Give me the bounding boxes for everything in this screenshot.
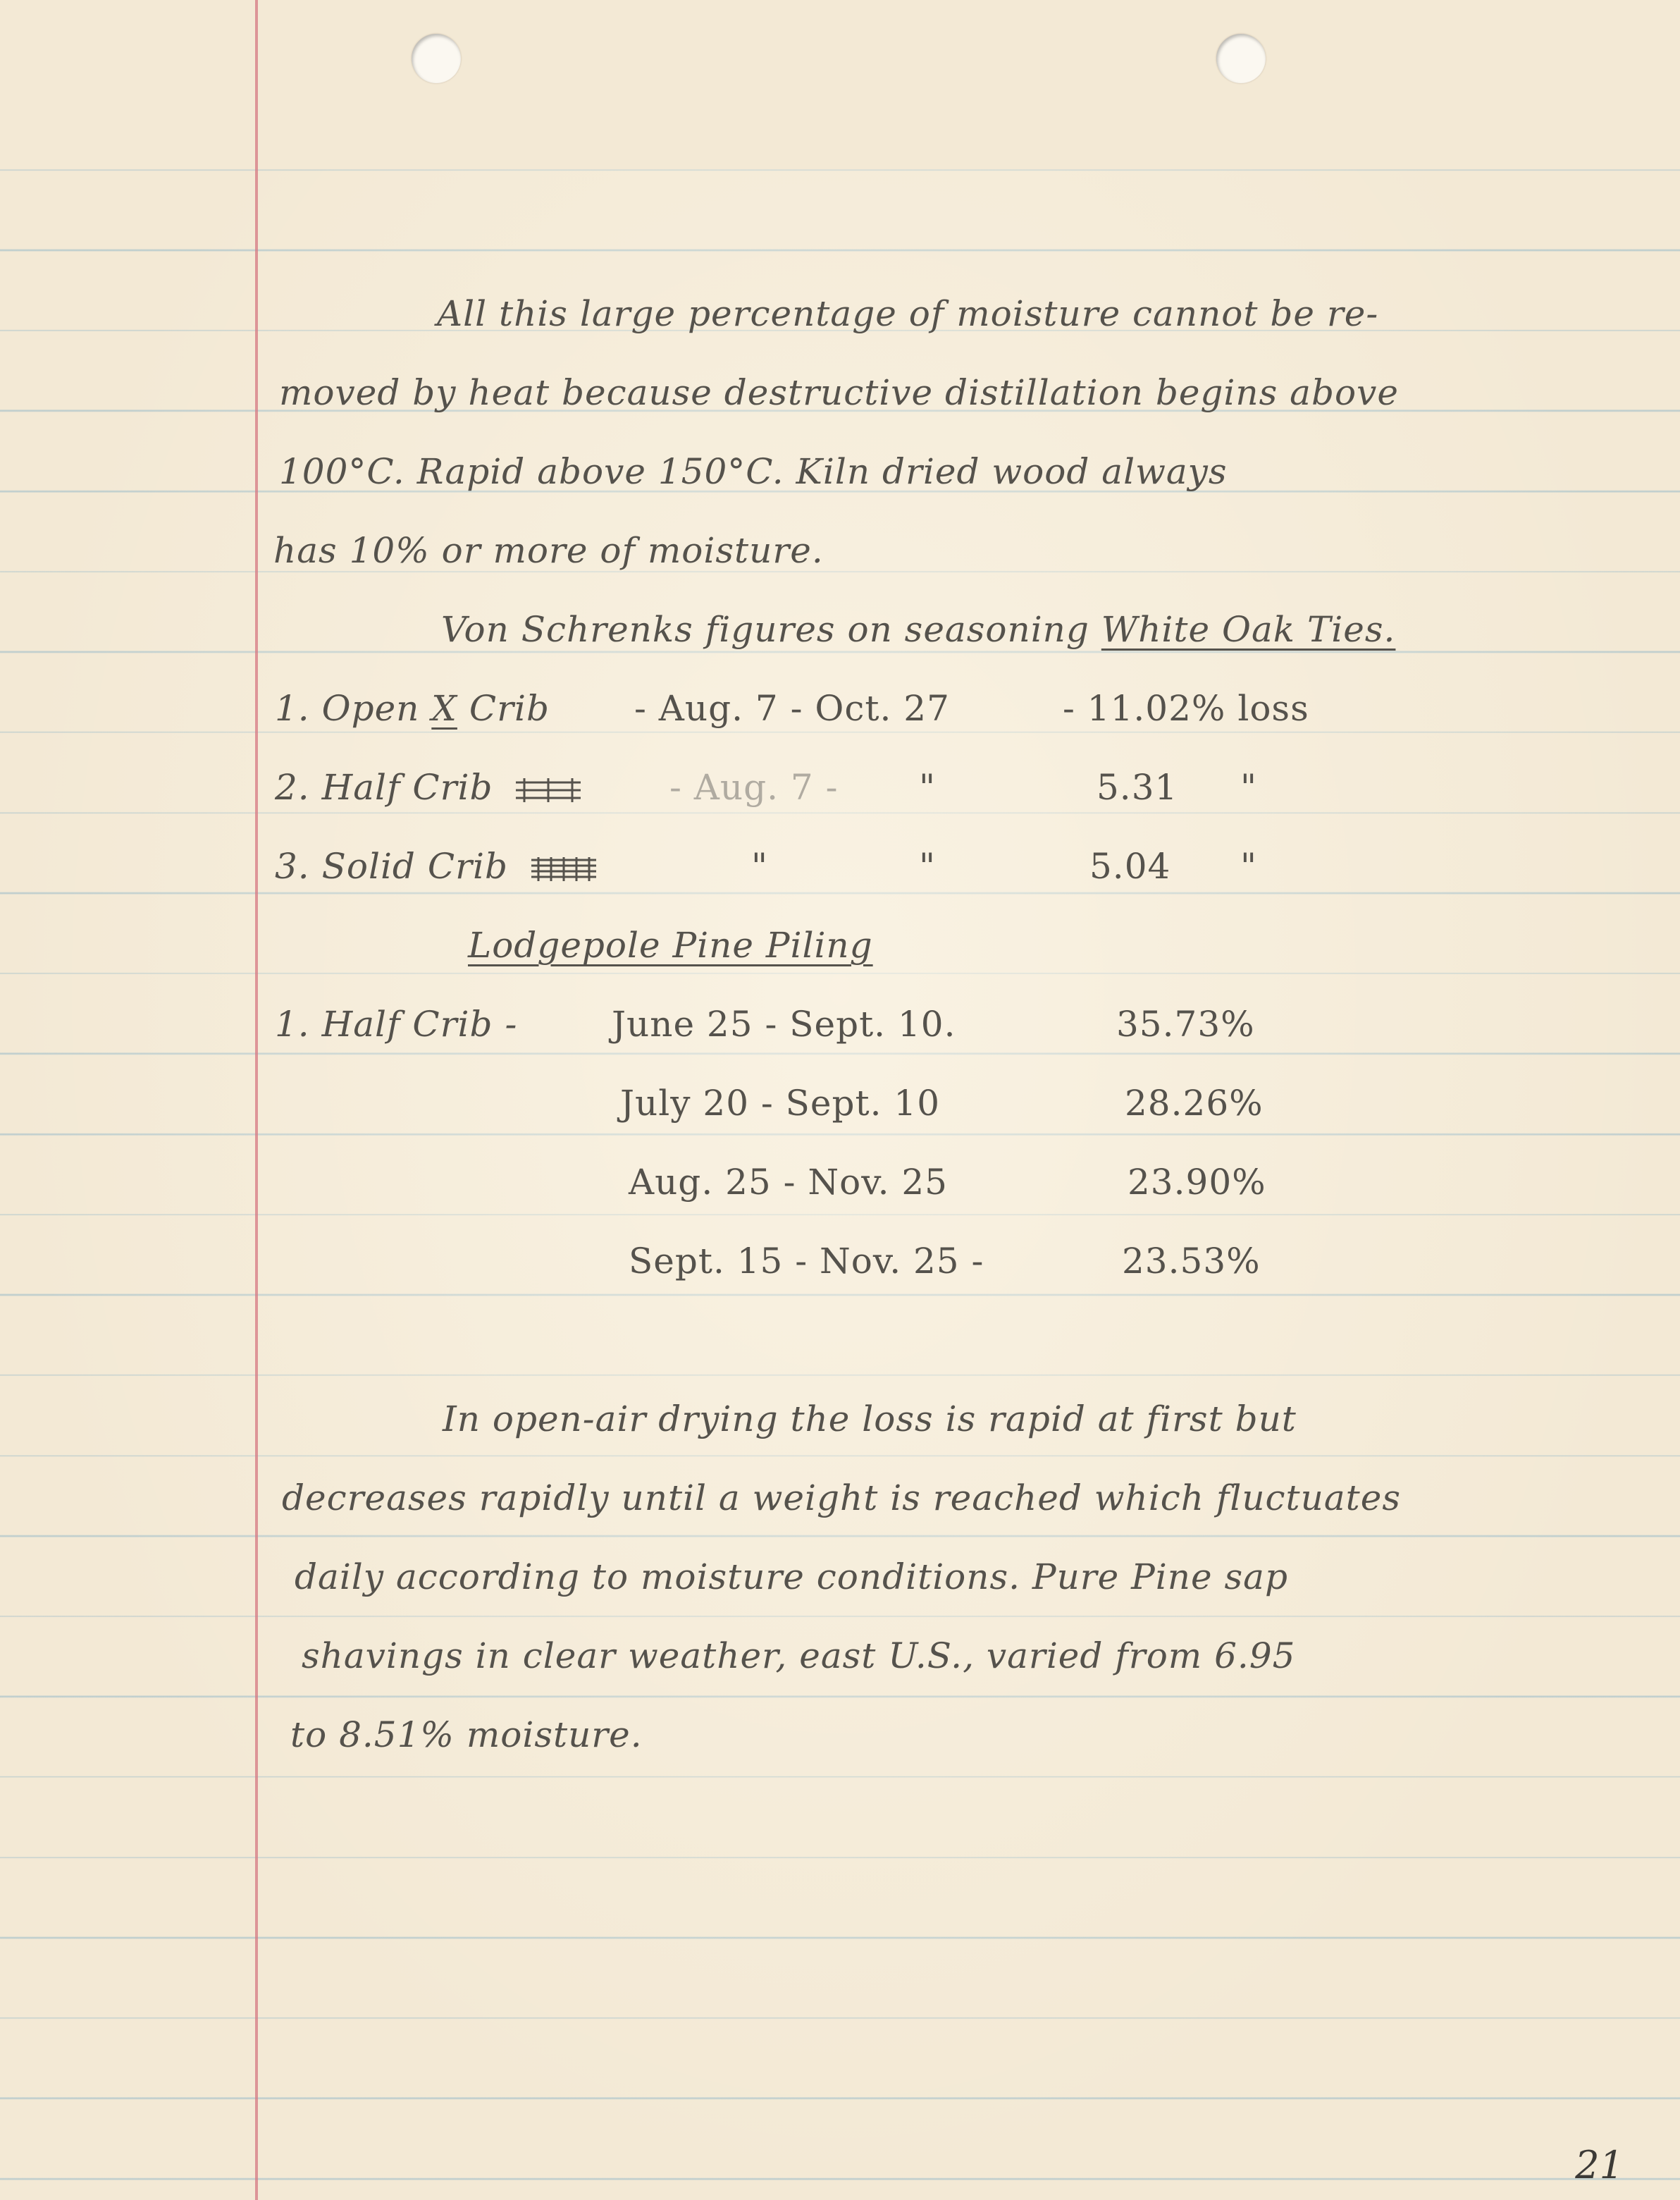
oak-row-1-value: - 11.02% loss	[1063, 688, 1309, 729]
solid-crib-icon	[530, 857, 598, 881]
oak-row-3-ditto2: "	[1240, 846, 1257, 887]
heading-underlined-text: White Oak Ties.	[1101, 609, 1396, 650]
heading-text: Von Schrenks figures on seasoning	[441, 609, 1089, 650]
oak-row-1	[275, 688, 550, 729]
para1-line2: moved by heat because destructive distillation begins above	[279, 372, 1399, 413]
top-margin-blank	[0, 0, 1680, 169]
row-crib: Crib	[469, 688, 550, 729]
lodgepole-row-1-label: 1. Half Crib -	[275, 1004, 518, 1045]
row-label: 2. Half Crib	[275, 767, 493, 808]
para2-line4: shavings in clear weather, east U.S., varied from 6.95	[302, 1635, 1296, 1676]
lodgepole-row-4-dates: Sept. 15 - Nov. 25 -	[629, 1241, 984, 1282]
oak-row-1-dates: - Aug. 7 - Oct. 27	[634, 688, 950, 729]
lodgepole-heading: Lodgepole Pine Piling	[468, 925, 873, 966]
oak-row-2-dates: - Aug. 7 -	[669, 767, 839, 808]
oak-row-3-ditto-b: "	[919, 846, 936, 887]
oak-row-3-value: 5.04	[1089, 846, 1171, 887]
lodgepole-row-1-dates: June 25 - Sept. 10.	[612, 1004, 956, 1045]
von-schrenk-heading	[441, 609, 1396, 650]
para1-line1: All this large percentage of moisture cannot be re-	[437, 293, 1379, 334]
page-number: 21	[1575, 2143, 1624, 2187]
punch-hole-right	[1216, 34, 1266, 83]
lodgepole-row-4-value: 23.53%	[1122, 1241, 1261, 1282]
red-margin-line	[255, 0, 258, 2200]
oak-row-3-ditto-a: "	[751, 846, 768, 887]
lodgepole-row-1-value: 35.73%	[1116, 1004, 1255, 1045]
row-label: 3. Solid Crib	[275, 846, 508, 887]
punch-hole-left	[412, 34, 461, 83]
lodgepole-row-3-value: 23.90%	[1128, 1162, 1266, 1203]
cross-symbol: X	[431, 688, 457, 729]
para2-line1: In open-air drying the loss is rapid at first but	[443, 1399, 1297, 1439]
para2-line2: decreases rapidly until a weight is reached which fluctuates	[282, 1477, 1401, 1518]
half-crib-icon	[514, 778, 582, 802]
para2-line3: daily according to moisture conditions. Pure Pine sap	[295, 1556, 1288, 1597]
oak-row-2	[275, 767, 592, 808]
para1-line3: 100°C. Rapid above 150°C. Kiln dried wood always	[279, 451, 1228, 492]
oak-row-3	[275, 846, 607, 887]
lodgepole-row-3-dates: Aug. 25 - Nov. 25	[629, 1162, 948, 1203]
para2-line5: to 8.51% moisture.	[290, 1714, 643, 1755]
oak-row-2-ditto: "	[919, 767, 936, 808]
oak-row-2-ditto2: "	[1240, 767, 1257, 808]
para1-line4: has 10% or more of moisture.	[273, 530, 824, 571]
oak-row-2-value: 5.31	[1097, 767, 1178, 808]
row-label: 1. Open	[275, 688, 420, 729]
lodgepole-row-2-value: 28.26%	[1125, 1083, 1264, 1124]
lodgepole-row-2-dates: July 20 - Sept. 10	[620, 1083, 941, 1124]
